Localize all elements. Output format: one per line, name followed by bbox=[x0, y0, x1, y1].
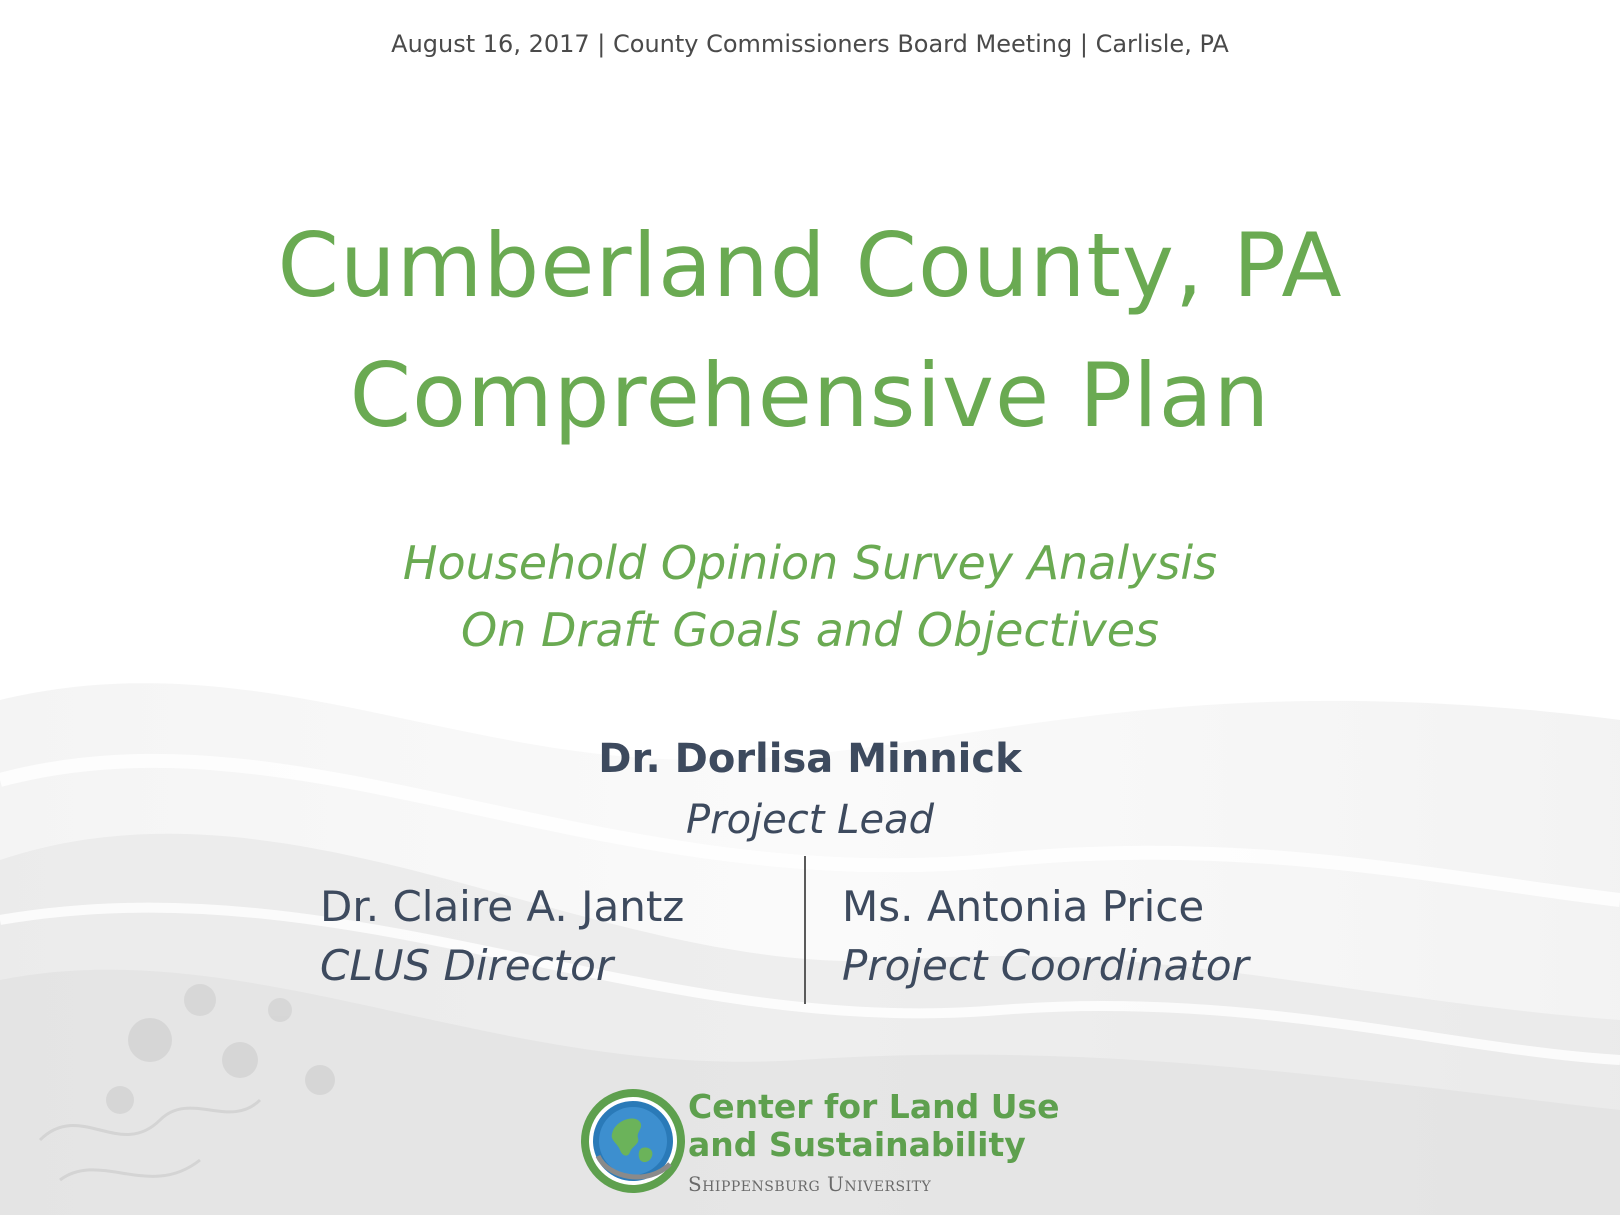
subtitle-line-1: Household Opinion Survey Analysis bbox=[402, 536, 1218, 590]
lead-presenter-role: Project Lead bbox=[686, 797, 934, 843]
title-line-1: Cumberland County, PA bbox=[277, 214, 1343, 317]
globe-icon bbox=[578, 1086, 688, 1196]
logo-institution: Shippensburg University bbox=[688, 1172, 932, 1196]
presenter-left-role: CLUS Director bbox=[320, 941, 614, 990]
meeting-info: August 16, 2017 | County Commissioners Board Meeting | Carlisle, PA bbox=[391, 30, 1229, 58]
presenter-left-name: Dr. Claire A. Jantz bbox=[320, 882, 685, 931]
logo-line-2: and Sustainability bbox=[688, 1125, 1026, 1164]
subtitle-line-2: On Draft Goals and Objectives bbox=[461, 603, 1159, 657]
logo-line-1: Center for Land Use bbox=[688, 1087, 1060, 1126]
lead-presenter-name: Dr. Dorlisa Minnick bbox=[598, 736, 1022, 782]
presenter-right-role: Project Coordinator bbox=[842, 941, 1249, 990]
logo-wordmark bbox=[688, 1088, 1060, 1164]
presenter-left bbox=[320, 882, 684, 990]
presenter-divider bbox=[804, 856, 806, 1004]
title-line-2: Comprehensive Plan bbox=[349, 344, 1271, 447]
presenter-right-name: Ms. Antonia Price bbox=[842, 882, 1205, 931]
presenter-right bbox=[842, 882, 1249, 990]
